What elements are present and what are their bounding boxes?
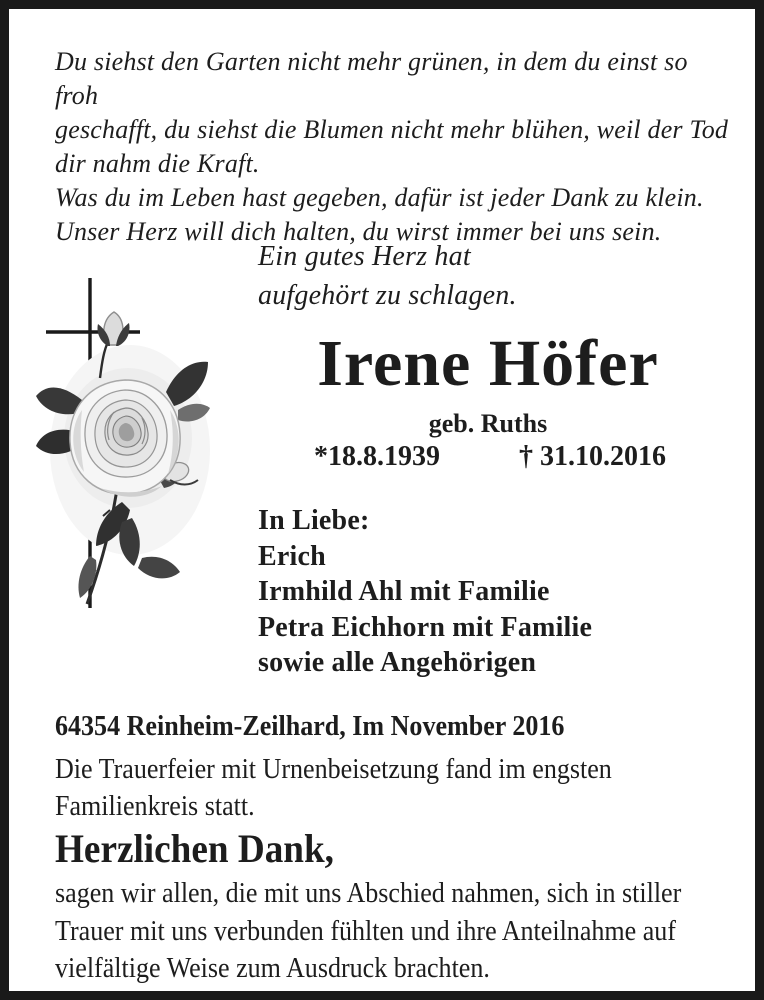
verse-line: aufgehört zu schlagen. bbox=[258, 280, 517, 311]
death-date: † 31.10.2016 bbox=[519, 441, 666, 472]
poem-line: dir nahm die Kraft. bbox=[55, 149, 260, 178]
mourner-name: Erich bbox=[258, 540, 326, 572]
cross-and-rose-icon bbox=[30, 250, 250, 630]
life-dates bbox=[314, 441, 666, 473]
closing-verse bbox=[258, 237, 517, 315]
mourners-list bbox=[258, 503, 592, 681]
poem-line: Was du im Leben hast gegeben, dafür ist jeder Dank zu klein. bbox=[55, 183, 704, 212]
place-and-date: 64354 Reinheim-Zeilhard, Im November 2016 bbox=[55, 711, 565, 742]
notice-paper bbox=[9, 9, 755, 991]
mourner-name: Irmhild Ahl mit Familie bbox=[258, 576, 550, 607]
poem-line: Unser Herz will dich halten, du wirst immer bei uns sein. bbox=[55, 217, 662, 246]
thanks-line: sagen wir allen, die mit uns Abschied nahmen, sich in stiller bbox=[55, 878, 682, 909]
poem-line: geschafft, du siehst die Blumen nicht mehr blühen, weil der Tod bbox=[55, 115, 729, 144]
thanks-heading: Herzlichen Dank, bbox=[55, 826, 334, 871]
thanks-line: Trauer mit uns verbunden fühlten und ihre Anteilnahme auf bbox=[55, 915, 676, 947]
cross-and-rose-graphic bbox=[30, 250, 250, 630]
opening-poem bbox=[55, 45, 735, 249]
maiden-name: geb. Ruths bbox=[428, 409, 548, 438]
funeral-note bbox=[55, 751, 654, 825]
funeral-note-line: Familienkreis statt. bbox=[55, 791, 255, 822]
verse-line: Ein gutes Herz hat bbox=[258, 241, 471, 272]
poem-line: Du siehst den Garten nicht mehr grünen, in dem du einst so froh bbox=[55, 47, 688, 110]
mourners-heading: In Liebe: bbox=[258, 505, 370, 536]
birth-date: *18.8.1939 bbox=[314, 441, 440, 472]
mourner-name: Petra Eichhorn mit Familie bbox=[258, 611, 593, 643]
thanks-text bbox=[55, 875, 728, 988]
funeral-note-line: Die Trauerfeier mit Urnenbeisetzung fand im engsten bbox=[55, 754, 612, 785]
thanks-line: vielfältige Weise zum Ausdruck brachten. bbox=[55, 953, 490, 984]
mourner-name: sowie alle Angehörigen bbox=[258, 647, 537, 678]
deceased-name: Irene Höfer bbox=[317, 327, 659, 400]
